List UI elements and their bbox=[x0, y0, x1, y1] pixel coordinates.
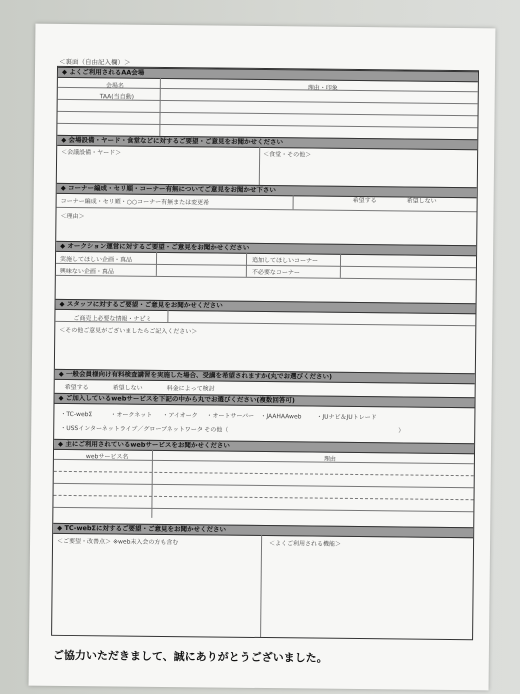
staff-info-label: ご商売上必要な情報・ナビ゙ミ bbox=[73, 315, 152, 323]
section-operation-bar: ◆ オークション運営に対するご要望・ご意見をお聞かせください bbox=[56, 241, 476, 256]
corner-nohope: 希望しない bbox=[406, 197, 437, 205]
corner-hope: 希望する bbox=[352, 196, 377, 205]
web-opt-jaahaa: ・JAAHAAweb bbox=[260, 412, 302, 421]
web-opt-junavi: ・JUナビ＆JUトレード bbox=[316, 413, 377, 422]
inspection-opt-1: 希望する bbox=[64, 383, 89, 392]
inspection-opt-3: 料金によって検討 bbox=[166, 385, 215, 393]
section-staff-bar: ◆ スタッフに対するご要望・ご意見をお聞かせください bbox=[55, 299, 475, 314]
web-opt-uss: ・USSインターネットライブ／グローブネットワーク bbox=[60, 424, 203, 434]
operation-d: 不必要なコーナー bbox=[251, 268, 300, 277]
section-web-join-bar: ◆ ご加入しているwebサービスを下記の中から丸でお選びください(複数回答可) bbox=[54, 393, 474, 408]
facility-left-label: ＜会議設備・ヤード＞ bbox=[61, 148, 122, 157]
section-web-use-bar: ◆ 主にご利用されているwebサービスをお聞かせください bbox=[54, 439, 474, 454]
web-opt-other-close: ） bbox=[398, 427, 405, 435]
inspection-opt-2: 希望しない bbox=[112, 384, 143, 392]
page-header: ＜裏面（自由記入欄）＞ bbox=[59, 57, 131, 67]
web-reason-col: 理由 bbox=[323, 455, 336, 463]
tcweb-request-label: ＜ご要望・改善点＞ ※web未入会の方も含む bbox=[57, 537, 179, 547]
survey-sheet bbox=[29, 24, 496, 691]
operation-c: 興味ない企画・真品 bbox=[59, 267, 114, 276]
web-opt-other: ・その他（ bbox=[198, 426, 229, 434]
section-tcweb-bar: ◆ TC-webΣに対するご要望・ご意見をお聞かせください bbox=[53, 523, 473, 538]
operation-a: 実施してほしい企画・真品 bbox=[59, 255, 133, 264]
corner-reason-label: ＜理由＞ bbox=[60, 212, 85, 221]
section-inspection-bar: ◆ 一般会員様向け有料検査講習を実施した場合、受講を希望されますか(丸でお選びください) bbox=[55, 369, 475, 384]
staff-other-label: ＜その他ご意見がございましたらご記入ください＞ bbox=[59, 326, 198, 336]
web-opt-aucnet: ・オークネット bbox=[110, 411, 153, 419]
taa-label: TAA(当自動) bbox=[99, 93, 135, 101]
section-facility-bar: ◆ 会場設備・ヤード・食堂などに対するご要望・ご意見をお聞かせください bbox=[57, 135, 477, 150]
web-opt-iauc: ・アイオーク bbox=[162, 411, 198, 420]
web-opt-autoserver: ・オートサーバー bbox=[206, 412, 255, 420]
closing-message: ご協力いただきまして、誠にありがとうございました。 bbox=[52, 648, 328, 665]
web-name-col: webサービス名 bbox=[85, 453, 129, 461]
operation-b: 追加してほしいコーナー bbox=[251, 256, 319, 265]
corner-question: コーナー編成・セリ順・○○コーナー有無または変更希 bbox=[60, 197, 210, 207]
facility-right-label: ＜食堂・その他＞ bbox=[263, 151, 312, 159]
form-frame bbox=[51, 66, 479, 640]
tcweb-function-label: ＜よくご利用される機能＞ bbox=[269, 540, 342, 548]
section-venue-bar: ◆ よくご利用されるAA会場 bbox=[58, 67, 478, 82]
section-corner-bar: ◆ コーナー編成・セリ順・コーナー有無についてご意見をお聞かせ下さい bbox=[57, 183, 477, 198]
web-opt-tcweb: ・TC-webΣ bbox=[60, 410, 93, 419]
col-venue-label: 会場名 bbox=[105, 82, 124, 90]
col-reason-label: 理由・印象 bbox=[307, 84, 338, 92]
